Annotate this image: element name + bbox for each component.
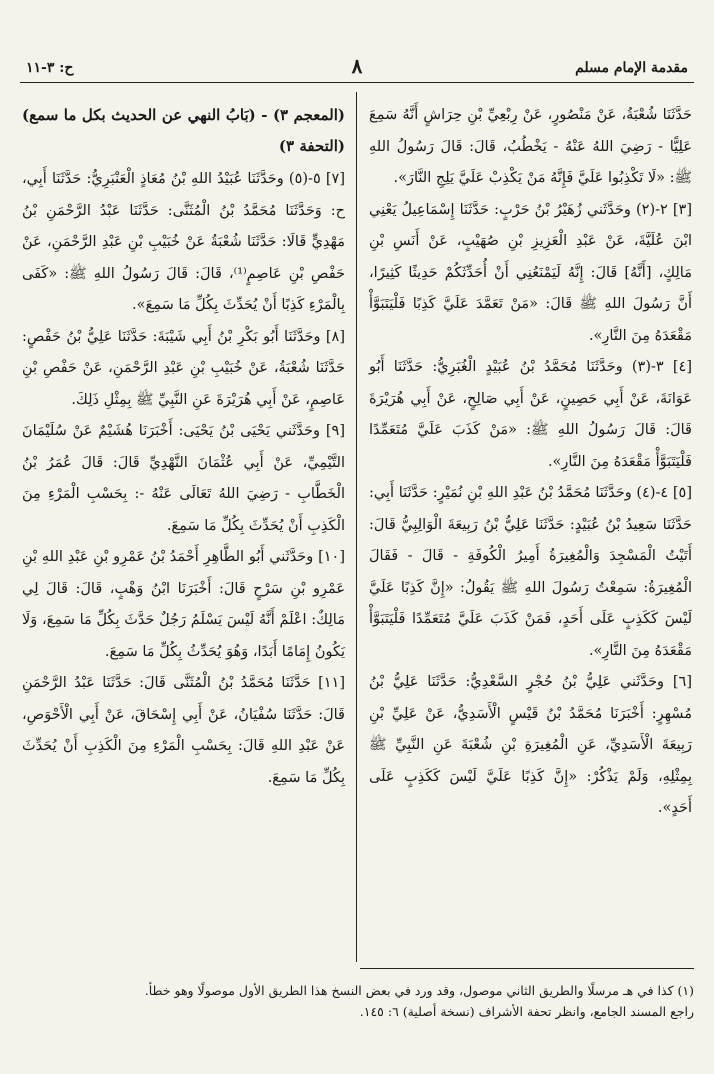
paragraph: [٦] وحَدَّثَني عَلِيُّ بْنُ حُجْرٍ السَّعْدِيُّ: حَدَّثَنَا عَلِيُّ بْنُ مُسْهِرٍ: أَخْبَرَنَا مُحَمَّدُ بْنُ قَيْسٍ الْأَسَدِيُّ، عَنْ عَلِيِّ بْنِ رَبِيعَةَ الْأَسَدِيِّ، عَنِ الْمُغِيرَةِ بْنِ شُعْبَةَ عَنِ النَّبِيِّ ﷺ بِمِثْلِهِ، وَلَمْ يَذْكُرْ: «إِنَّ كَذِبًا عَلَيَّ لَيْسَ كَكَذِبٍ عَلَى أَحَدٍ».	[369, 674, 692, 816]
hadith-range: ح: ٣-١١	[26, 60, 74, 76]
book-title: مقدمة الإمام مسلم	[575, 60, 688, 76]
paragraph: [٩] وحَدَّثَني يَحْيَى بْنُ يَحْيَى: أَخْبَرَنَا هُشَيْمٌ عَنْ سُلَيْمَانَ التَّيْمِيِّ، عَنْ أَبِي عُثْمَانَ النَّهْدِيِّ قَالَ: قَالَ عُمَرُ بْنُ الْخَطَّابِ - رَضِيَ اللهُ تَعَالَى عَنْهُ -: بِحَسْبِ الْمَرْءِ مِنَ الْكَذِبِ أَنْ يُحَدِّثَ بِكُلِّ مَا سَمِعَ.	[22, 423, 345, 534]
left-column	[22, 100, 345, 794]
paragraph: [٧] ٥-(٥) وحَدَّثَنَا عُبَيْدُ اللهِ بْنُ مُعَاذٍ الْعَنْبَرِيُّ: حَدَّثَنَا أَبِي، ح: وَحَدَّثَنَا مُحَمَّدُ بْنُ الْمُثَنَّى: حَدَّثَنَا عَبْدُ الرَّحْمَنِ بْنُ مَهْدِيٍّ قَالَا: حَدَّثَنَا شُعْبَةُ عَنْ خُبَيْبِ بْنِ عَبْدِ الرَّحْمَنِ، عَنْ حَفْصِ بْنِ عَاصِمٍ⁽¹⁾، قَالَ: قَالَ رَسُولُ اللهِ ﷺ: «كَفَى بِالْمَرْءِ كَذِبًا أَنْ يُحَدِّثَ بِكُلِّ مَا سَمِعَ».	[22, 171, 345, 313]
page-header	[20, 52, 694, 83]
footnote: راجع المسند الجامع، وانظر تحفة الأشراف (نسخة أصلية) ٦: ١٤٥.	[359, 1004, 694, 1019]
paragraph: [١٠] وحَدَّثَني أَبُو الطَّاهِرِ أَحْمَدُ بْنُ عَمْرِو بْنِ عَبْدِ اللهِ بْنِ عَمْرِو بْنِ سَرْحٍ قَالَ: أَخْبَرَنَا ابْنُ وَهْبٍ، قَالَ: قَالَ لِي مَالِكٌ: اعْلَمْ أَنَّهُ لَيْسَ يَسْلَمُ رَجُلٌ حَدَّثَ بِكُلِّ مَا سَمِعَ، وَلَا يَكُونُ إِمَامًا أَبَدًا، وَهُوَ يُحَدِّثُ بِكُلِّ مَا سَمِعَ.	[22, 549, 345, 660]
footnote: (١) كذا في هـ مرسلًا والطريق الثاني موصول، وقد ورد في بعض النسخ هذا الطريق الأول موصولًا وهو خطأ.	[144, 983, 694, 998]
paragraph: [٥] ٤-(٤) وحَدَّثَنَا مُحَمَّدُ بْنُ عَبْدِ اللهِ بْنِ نُمَيْرٍ: حَدَّثَنَا أَبِي: حَدَّثَنَا سَعِيدُ بْنُ عُبَيْدٍ: حَدَّثَنَا عَلِيُّ بْنُ رَبِيعَةَ الْوَالِبِيُّ قَالَ: أَتَيْتُ الْمَسْجِدَ وَالْمُغِيرَةُ أَمِيرُ الْكُوفَةِ - قَالَ - فَقَالَ الْمُغِيرَةُ: سَمِعْتُ رَسُولَ اللهِ ﷺ يَقُولُ: «إِنَّ كَذِبًا عَلَيَّ لَيْسَ كَكَذِبٍ عَلَى أَحَدٍ، فَمَنْ كَذَبَ عَلَيَّ مُتَعَمِّدًا فَلْيَتَبَوَّأْ مَقْعَدَهُ مِنَ النَّارِ».	[369, 485, 692, 659]
paragraph: [٣] ٢-(٢) وحَدَّثَني زُهَيْرُ بْنُ حَرْبٍ: حَدَّثَنَا إِسْمَاعِيلُ يَعْنِي ابْنَ عُلَيَّةَ، عَنْ عَبْدِ الْعَزِيزِ بْنِ صُهَيْبٍ، عَنْ أَنَسِ بْنِ مَالِكٍ، [أَنَّهُ] قَالَ: إِنَّهُ لَيَمْنَعُنِي أَنْ أُحَدِّثَكُمْ حَدِيثًا كَثِيرًا، أَنَّ رَسُولَ اللهِ ﷺ قَالَ: «مَنْ تَعَمَّدَ عَلَيَّ كَذِبًا فَلْيَتَبَوَّأْ مَقْعَدَهُ مِنَ النَّارِ».	[369, 201, 692, 344]
column-divider	[356, 92, 357, 962]
chapter-title: (المعجم ٣) - (بَابُ النهي عن الحديث بكل ما سمع) (التحفة ٣)	[22, 106, 345, 155]
paragraph: حَدَّثَنَا شُعْبَةُ، عَنْ مَنْصُورٍ، عَنْ رِبْعِيِّ بْنِ حِرَاشٍ أَنَّهُ سَمِعَ عَلِيًّا - رَضِيَ اللهُ عَنْهُ - يَخْطُبُ، قَالَ: قَالَ رَسُولُ اللهِ ﷺ: «لَا تَكْذِبُوا عَلَيَّ فَإِنَّهُ مَنْ يَكْذِبْ عَلَيَّ يَلِجِ النَّارَ».	[369, 107, 692, 186]
page-number: ٨	[351, 54, 363, 78]
paragraph: [٤] ٣-(٣) وحَدَّثَنَا مُحَمَّدُ بْنُ عُبَيْدٍ الْغُبَرِيُّ: حَدَّثَنَا أَبُو عَوَانَةَ، عَنْ أَبِي حَصِينٍ، عَنْ أَبِي صَالِحٍ، عَنْ أَبِي هُرَيْرَةَ قَالَ: قَالَ رَسُولُ اللهِ ﷺ: «مَنْ كَذَبَ عَلَيَّ مُتَعَمِّدًا فَلْيَتَبَوَّأْ مَقْعَدَهُ مِنَ النَّارِ».	[369, 359, 692, 470]
right-column	[369, 100, 692, 825]
paragraph: [١١] حَدَّثَنَا مُحَمَّدُ بْنُ الْمُثَنَّى قَالَ: حَدَّثَنَا عَبْدُ الرَّحْمَنِ قَالَ: حَدَّثَنَا سُفْيَانُ، عَنْ أَبِي إِسْحَاقَ، عَنْ أَبِي الْأَحْوَصِ، عَنْ عَبْدِ اللهِ قَالَ: بِحَسْبِ الْمَرْءِ مِنَ الْكَذِبِ أَنْ يُحَدِّثَ بِكُلِّ مَا سَمِعَ.	[22, 675, 345, 786]
footnote-rule	[360, 968, 694, 969]
paragraph: [٨] وحَدَّثَنَا أَبُو بَكْرِ بْنُ أَبِي شَيْبَةَ: حَدَّثَنَا عَلِيُّ بْنُ حَفْصٍ: حَدَّثَنَا شُعْبَةُ، عَنْ خُبَيْبِ بْنِ عَبْدِ الرَّحْمَنِ، عَنْ حَفْصِ بْنِ عَاصِمٍ، عَنْ أَبِي هُرَيْرَةَ عَنِ النَّبِيِّ ﷺ بِمِثْلِ ذَلِكَ.	[22, 328, 345, 408]
footnotes	[24, 980, 694, 1022]
